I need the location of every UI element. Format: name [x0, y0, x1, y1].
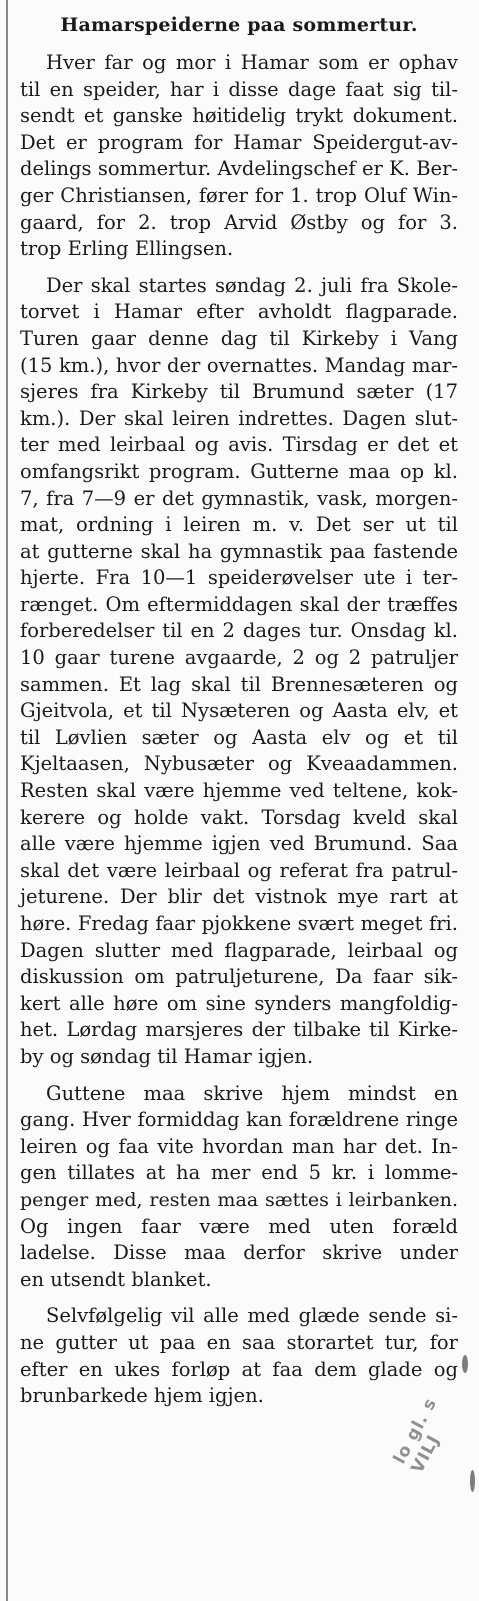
text-line: ger Christiansen, fører for 1. trop Oluf Win- [20, 183, 458, 207]
text-line: leiren og faa vite hvordan man har det. In- [20, 1134, 458, 1158]
text-line: Turen gaar denne dag til Kirkeby i Vang [20, 326, 458, 350]
print-speck [470, 1470, 475, 1492]
text-line: alle være hjemme igjen ved Brumund. Saa [20, 832, 458, 856]
text-line: 10 gaar turene avgaarde, 2 og 2 patruljer [20, 646, 458, 670]
paragraph-2 [20, 273, 458, 1071]
text-line: efter en ukes forløp at faa dem glade og [20, 1357, 458, 1381]
text-line: gen tillates at ha mer end 5 kr. i lomme- [20, 1161, 458, 1185]
text-line: Kjeltaasen, Nybusæter og Kveaadammen. [20, 752, 458, 776]
text-line: kerere og holde vakt. Torsdag kveld skal [20, 805, 458, 829]
article-headline: Hamarspeiderne paa sommertur. [60, 14, 418, 36]
text-line: torvet i Hamar efter avholdt flagparade. [20, 300, 458, 324]
text-line: trop Erling Ellingsen. [20, 237, 234, 261]
text-line: Guttene maa skrive hjem mindst en [46, 1081, 458, 1105]
text-line: diskussion om patruljeturene, Da faar sik- [20, 965, 458, 989]
text-line: sjeres fra Kirkeby til Brumund sæter (17 [20, 380, 458, 404]
text-line: ne gutter ut paa en saa storartet tur, for [20, 1330, 458, 1354]
text-line: rænget. Om eftermiddagen skal der træffes [20, 592, 458, 616]
text-line: ter med leirbaal og avis. Tirsdag er det et [20, 433, 458, 457]
text-line: Det er program for Hamar Speidergut-av- [20, 130, 458, 154]
text-line: til Løvlien sæter og Aasta elv og et til [20, 725, 458, 749]
text-line: Dagen slutter med flagparade, leirbaal og [20, 938, 458, 962]
print-speck [462, 1355, 468, 1373]
text-line: Gjeitvola, et til Nysæteren og Aasta elv, et [20, 699, 458, 723]
text-line: Hver far og mor i Hamar som er ophav [46, 51, 458, 74]
text-line: forberedelser til en 2 dages tur. Onsdag kl. [20, 619, 458, 643]
text-line: Selvfølgelig vil alle med glæde sende si- [46, 1304, 458, 1328]
text-line: Og ingen faar være med uten foræld [20, 1214, 458, 1238]
text-line: brunbarkede hjem igjen. [20, 1384, 264, 1408]
text-line: het. Lørdag marsjeres der tilbake til Kirke- [20, 1018, 458, 1042]
text-line: km.). Der skal leiren indrettes. Dagen slut- [20, 406, 458, 430]
text-line: skal det være leirbaal og referat fra patrul- [20, 858, 458, 882]
text-line: penger med, resten maa sættes i leirbanken. [20, 1188, 458, 1211]
text-line: sammen. Et lag skal til Brennesæteren og [20, 672, 458, 696]
text-line: jeturene. Der blir det vistnok mye rart at [20, 885, 458, 909]
text-line: til en speider, har i disse dage faat sig til- [20, 77, 458, 101]
text-line: høre. Fredag faar pjokkene svært meget fri. [20, 912, 458, 935]
text-line: by og søndag til Hamar igjen. [20, 1044, 314, 1068]
text-line: hjerte. Fra 10—1 speiderøvelser ute i ter- [20, 566, 458, 590]
text-line: 7, fra 7—9 er det gymnastik, vask, morgen- [20, 486, 458, 510]
text-line: mat, ordning i leiren m. v. Det ser ut til [20, 513, 458, 537]
text-line: omfangsrikt program. Gutterne maa op kl. [20, 459, 458, 483]
text-line: gaard, for 2. trop Arvid Østby og for 3. [20, 210, 458, 234]
text-line: delings sommertur. Avdelingschef er K. Ber- [20, 157, 458, 181]
text-line: (15 km.), hvor der overnattes. Mandag mar- [20, 353, 458, 377]
text-line: Resten skal være hjemme ved teltene, kok- [20, 779, 458, 803]
text-line: Der skal startes søndag 2. juli fra Skole- [46, 273, 458, 297]
text-line: at gutterne skal ha gymnastik paa fastende [20, 539, 458, 563]
paragraph-1 [20, 50, 458, 263]
text-line: kert alle høre om sine synders mangfoldig- [20, 991, 458, 1015]
library-stamp: lo gl. s VILJ [389, 1394, 445, 1477]
text-line: en utsendt blanket. [20, 1267, 212, 1291]
text-line: gang. Hver formiddag kan forældrene ringe [20, 1108, 458, 1132]
article [20, 8, 458, 1420]
paragraph-4 [20, 1303, 458, 1409]
text-line: ladelse. Disse maa derfor skrive under [20, 1241, 458, 1265]
text-line: sendt et ganske høitidelig trykt dokument. [20, 104, 458, 128]
clipping-left-edge [6, 0, 8, 1601]
paragraph-3 [20, 1081, 458, 1294]
